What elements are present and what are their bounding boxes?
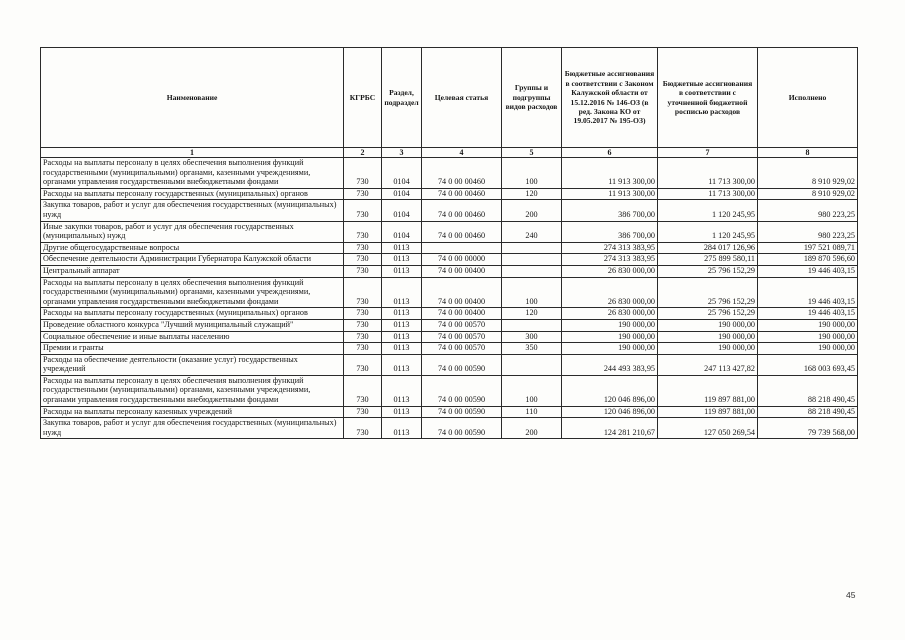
cell-law: 26 830 000,00 (562, 308, 658, 320)
table-row (41, 188, 858, 200)
cell-group (502, 265, 562, 277)
table-row (41, 158, 858, 189)
cell-article: 74 0 00 00460 (422, 221, 502, 242)
cell-name: Расходы на выплаты персоналу казенных учреждений (41, 406, 344, 418)
cell-refined: 190 000,00 (658, 331, 758, 343)
table-row (41, 343, 858, 355)
header-row (41, 48, 858, 148)
cell-executed: 88 218 490,45 (758, 406, 858, 418)
table-row (41, 308, 858, 320)
cell-group: 100 (502, 158, 562, 189)
cell-law: 11 913 300,00 (562, 158, 658, 189)
cell-kgrbs: 730 (344, 265, 382, 277)
cell-law: 120 046 896,00 (562, 375, 658, 406)
column-number-row (41, 148, 858, 158)
cell-kgrbs: 730 (344, 158, 382, 189)
table-row (41, 254, 858, 266)
table-row (41, 331, 858, 343)
header-section: Раздел, подраздел (382, 48, 422, 148)
budget-table (40, 47, 858, 439)
cell-article: 74 0 00 00570 (422, 331, 502, 343)
header-kgrbs: КГРБС (344, 48, 382, 148)
cell-article: 74 0 00 00590 (422, 354, 502, 375)
cell-refined: 119 897 881,00 (658, 375, 758, 406)
cell-article: 74 0 00 00400 (422, 277, 502, 308)
cell-executed: 190 000,00 (758, 343, 858, 355)
cell-group: 120 (502, 308, 562, 320)
cell-law: 120 046 896,00 (562, 406, 658, 418)
column-number: 6 (562, 148, 658, 158)
cell-section: 0113 (382, 319, 422, 331)
cell-refined: 119 897 881,00 (658, 406, 758, 418)
cell-name: Закупка товаров, работ и услуг для обеспечения государственных (муниципальных) нужд (41, 200, 344, 221)
cell-kgrbs: 730 (344, 406, 382, 418)
cell-name: Расходы на выплаты персоналу в целях обеспечения выполнения функций государственными (муниципальными) органами, казенными учреждениями, органами управления государственными внебюджетными фондами (41, 277, 344, 308)
cell-executed: 168 003 693,45 (758, 354, 858, 375)
cell-refined: 1 120 245,95 (658, 200, 758, 221)
cell-law: 274 313 383,95 (562, 242, 658, 254)
cell-article: 74 0 00 00590 (422, 406, 502, 418)
cell-section: 0113 (382, 354, 422, 375)
cell-kgrbs: 730 (344, 308, 382, 320)
header-name: Наименование (41, 48, 344, 148)
cell-section: 0113 (382, 375, 422, 406)
cell-name: Другие общегосударственные вопросы (41, 242, 344, 254)
cell-refined: 25 796 152,29 (658, 308, 758, 320)
cell-section: 0113 (382, 418, 422, 439)
cell-name: Проведение областного конкурса "Лучший муниципальный служащий" (41, 319, 344, 331)
cell-refined: 11 713 300,00 (658, 158, 758, 189)
cell-executed: 19 446 403,15 (758, 308, 858, 320)
cell-law: 190 000,00 (562, 319, 658, 331)
cell-kgrbs: 730 (344, 319, 382, 331)
table-row (41, 406, 858, 418)
table-row (41, 242, 858, 254)
header-law: Бюджетные ассигнования в соответствии с Законом Калужской области от 15.12.2016 № 146-ОЗ (в ред. Закона КО от 19.05.2017 № 195-ОЗ) (562, 48, 658, 148)
cell-group (502, 242, 562, 254)
cell-executed: 980 223,25 (758, 221, 858, 242)
cell-law: 386 700,00 (562, 200, 658, 221)
cell-article: 74 0 00 00590 (422, 418, 502, 439)
cell-section: 0113 (382, 277, 422, 308)
cell-article: 74 0 00 00570 (422, 343, 502, 355)
cell-executed: 88 218 490,45 (758, 375, 858, 406)
cell-executed: 79 739 568,00 (758, 418, 858, 439)
cell-executed: 19 446 403,15 (758, 265, 858, 277)
cell-group: 200 (502, 418, 562, 439)
table-row (41, 277, 858, 308)
cell-law: 11 913 300,00 (562, 188, 658, 200)
cell-refined: 1 120 245,95 (658, 221, 758, 242)
column-number: 5 (502, 148, 562, 158)
cell-refined: 275 899 580,11 (658, 254, 758, 266)
header-refined: Бюджетные ассигнования в соответствии с уточненной бюджетной росписью расходов (658, 48, 758, 148)
cell-kgrbs: 730 (344, 242, 382, 254)
cell-group: 200 (502, 200, 562, 221)
cell-refined: 247 113 427,82 (658, 354, 758, 375)
cell-refined: 11 713 300,00 (658, 188, 758, 200)
cell-executed: 197 521 089,71 (758, 242, 858, 254)
cell-law: 386 700,00 (562, 221, 658, 242)
cell-name: Расходы на обеспечение деятельности (оказание услуг) государственных учреждений (41, 354, 344, 375)
cell-kgrbs: 730 (344, 343, 382, 355)
cell-name: Иные закупки товаров, работ и услуг для обеспечения государственных (муниципальных) нужд (41, 221, 344, 242)
cell-section: 0104 (382, 200, 422, 221)
cell-name: Закупка товаров, работ и услуг для обеспечения государственных (муниципальных) нужд (41, 418, 344, 439)
cell-group: 110 (502, 406, 562, 418)
cell-law: 244 493 383,95 (562, 354, 658, 375)
column-number: 1 (41, 148, 344, 158)
table-row (41, 319, 858, 331)
cell-section: 0104 (382, 221, 422, 242)
cell-name: Расходы на выплаты персоналу государственных (муниципальных) органов (41, 308, 344, 320)
cell-section: 0104 (382, 188, 422, 200)
cell-law: 26 830 000,00 (562, 265, 658, 277)
table-row (41, 265, 858, 277)
cell-name: Социальное обеспечение и иные выплаты населению (41, 331, 344, 343)
cell-kgrbs: 730 (344, 188, 382, 200)
cell-group: 120 (502, 188, 562, 200)
cell-section: 0113 (382, 343, 422, 355)
cell-group (502, 354, 562, 375)
cell-refined: 190 000,00 (658, 319, 758, 331)
cell-kgrbs: 730 (344, 354, 382, 375)
cell-section: 0113 (382, 406, 422, 418)
cell-group: 100 (502, 375, 562, 406)
cell-section: 0113 (382, 265, 422, 277)
cell-kgrbs: 730 (344, 277, 382, 308)
cell-refined: 25 796 152,29 (658, 265, 758, 277)
cell-refined: 284 017 126,96 (658, 242, 758, 254)
cell-article: 74 0 00 00570 (422, 319, 502, 331)
cell-name: Расходы на выплаты персоналу в целях обеспечения выполнения функций государственными (муниципальными) органами, казенными учреждениями, органами управления государственными внебюджетными фондами (41, 158, 344, 189)
cell-article: 74 0 00 00590 (422, 375, 502, 406)
cell-law: 190 000,00 (562, 331, 658, 343)
cell-kgrbs: 730 (344, 375, 382, 406)
cell-refined: 190 000,00 (658, 343, 758, 355)
column-number: 4 (422, 148, 502, 158)
column-number: 3 (382, 148, 422, 158)
cell-kgrbs: 730 (344, 221, 382, 242)
table-row (41, 221, 858, 242)
column-number: 8 (758, 148, 858, 158)
cell-executed: 189 870 596,60 (758, 254, 858, 266)
cell-law: 274 313 383,95 (562, 254, 658, 266)
cell-refined: 127 050 269,54 (658, 418, 758, 439)
cell-article: 74 0 00 00400 (422, 308, 502, 320)
cell-article: 74 0 00 00400 (422, 265, 502, 277)
table-row (41, 354, 858, 375)
cell-name: Обеспечение деятельности Администрации Губернатора Калужской области (41, 254, 344, 266)
page-number: 45 (846, 590, 856, 600)
cell-name: Центральный аппарат (41, 265, 344, 277)
cell-group: 240 (502, 221, 562, 242)
cell-executed: 190 000,00 (758, 319, 858, 331)
cell-section: 0104 (382, 158, 422, 189)
table-row (41, 418, 858, 439)
table-row (41, 200, 858, 221)
header-article: Целевая статья (422, 48, 502, 148)
cell-name: Расходы на выплаты персоналу в целях обеспечения выполнения функций государственными (муниципальными) органами, казенными учреждениями, органами управления государственными внебюджетными фондами (41, 375, 344, 406)
cell-section: 0113 (382, 254, 422, 266)
cell-group: 100 (502, 277, 562, 308)
cell-kgrbs: 730 (344, 418, 382, 439)
cell-group: 350 (502, 343, 562, 355)
cell-section: 0113 (382, 308, 422, 320)
cell-kgrbs: 730 (344, 331, 382, 343)
cell-law: 190 000,00 (562, 343, 658, 355)
cell-article: 74 0 00 00460 (422, 158, 502, 189)
cell-executed: 19 446 403,15 (758, 277, 858, 308)
cell-article: 74 0 00 00460 (422, 188, 502, 200)
cell-article: 74 0 00 00460 (422, 200, 502, 221)
cell-section: 0113 (382, 242, 422, 254)
cell-law: 26 830 000,00 (562, 277, 658, 308)
cell-name: Премии и гранты (41, 343, 344, 355)
cell-executed: 8 910 929,02 (758, 158, 858, 189)
cell-executed: 980 223,25 (758, 200, 858, 221)
cell-group: 300 (502, 331, 562, 343)
cell-section: 0113 (382, 331, 422, 343)
cell-group (502, 254, 562, 266)
cell-refined: 25 796 152,29 (658, 277, 758, 308)
column-number: 2 (344, 148, 382, 158)
cell-executed: 8 910 929,02 (758, 188, 858, 200)
header-executed: Исполнено (758, 48, 858, 148)
column-number: 7 (658, 148, 758, 158)
table-row (41, 375, 858, 406)
cell-article: 74 0 00 00000 (422, 254, 502, 266)
cell-article (422, 242, 502, 254)
cell-name: Расходы на выплаты персоналу государственных (муниципальных) органов (41, 188, 344, 200)
cell-kgrbs: 730 (344, 254, 382, 266)
cell-group (502, 319, 562, 331)
cell-kgrbs: 730 (344, 200, 382, 221)
cell-executed: 190 000,00 (758, 331, 858, 343)
cell-law: 124 281 210,67 (562, 418, 658, 439)
header-group: Группы и подгруппы видов расходов (502, 48, 562, 148)
